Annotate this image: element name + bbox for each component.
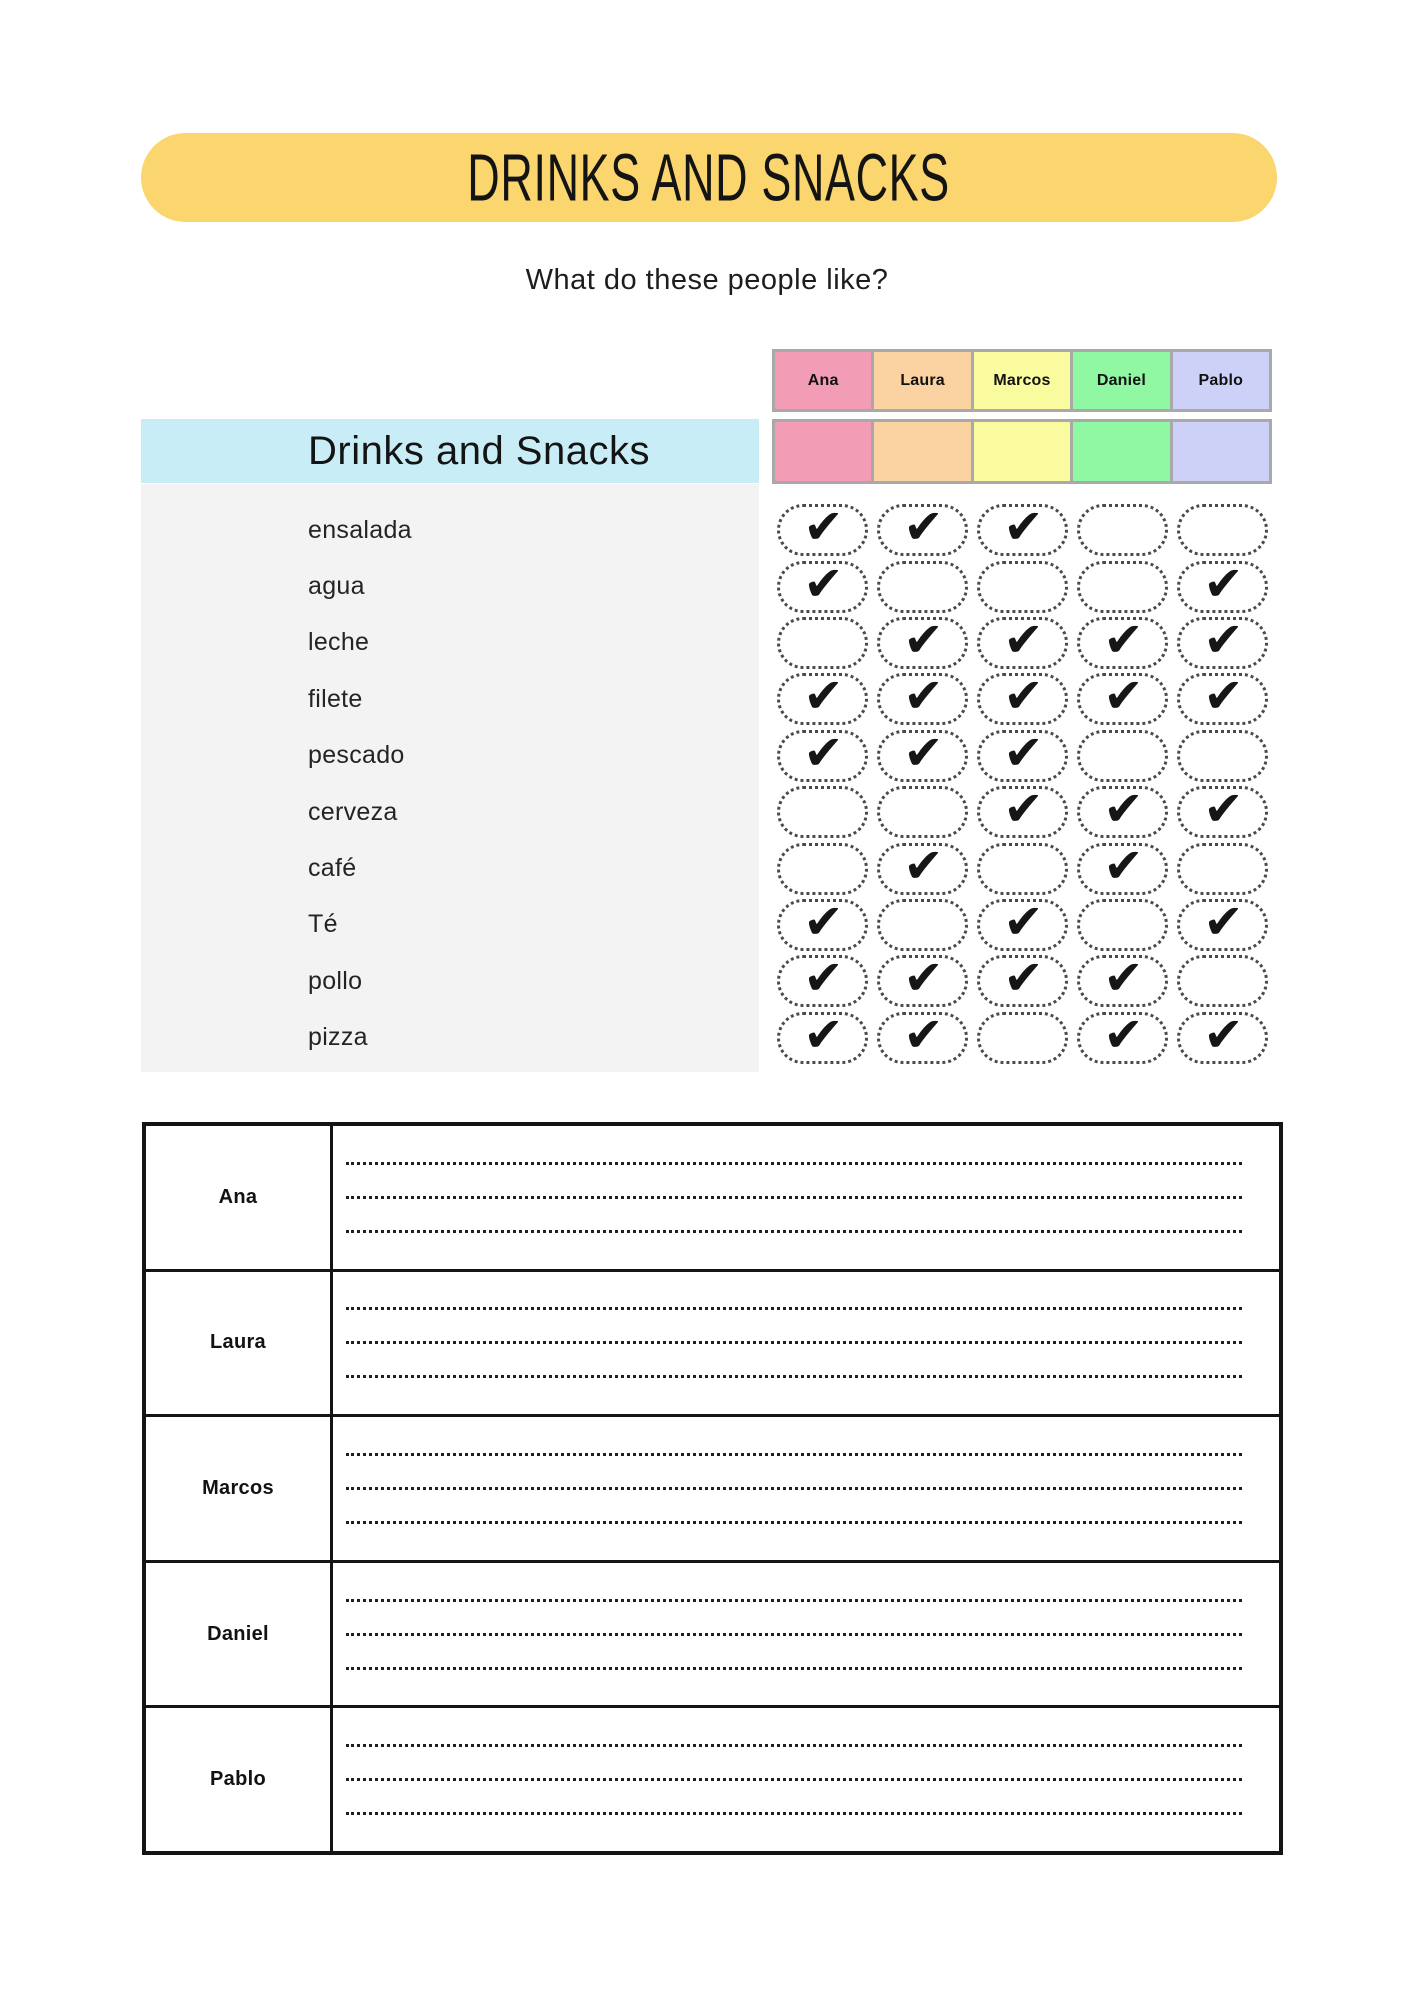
check-cell	[972, 499, 1072, 558]
check-cell	[1172, 728, 1272, 784]
check-oval	[1177, 730, 1268, 782]
answer-dotted-line	[346, 1633, 1242, 1636]
answer-row-name: Ana	[218, 1185, 258, 1208]
answer-row	[146, 1414, 1279, 1560]
page-title: DRINKS AND SNACKS	[467, 140, 951, 215]
check-cell	[772, 668, 872, 727]
person-header-cell	[1170, 352, 1269, 409]
check-oval: ✔	[1077, 786, 1168, 838]
check-grid	[772, 499, 1272, 1066]
check-oval: ✔	[777, 899, 868, 951]
check-oval	[1077, 730, 1168, 782]
check-oval	[1177, 504, 1268, 556]
check-oval: ✔	[877, 617, 968, 669]
answer-dotted-line	[346, 1307, 1242, 1310]
answer-name-cell	[146, 1126, 333, 1269]
answer-name-cell	[146, 1563, 333, 1706]
check-oval: ✔	[1177, 561, 1268, 613]
check-cell	[1172, 668, 1272, 727]
answer-row	[146, 1705, 1279, 1851]
check-cell	[1172, 502, 1272, 558]
check-oval: ✔	[977, 617, 1068, 669]
check-oval: ✔	[1077, 1012, 1168, 1064]
check-cell	[872, 499, 972, 558]
person-color-cell	[775, 422, 871, 481]
person-header-cell	[871, 352, 970, 409]
check-oval: ✔	[777, 561, 868, 613]
check-cell	[972, 611, 1072, 671]
check-oval	[1177, 955, 1268, 1007]
check-cell	[1072, 668, 1172, 727]
check-oval: ✔	[977, 673, 1068, 725]
check-cell	[772, 499, 872, 558]
answer-dotted-line	[346, 1162, 1242, 1165]
check-cell	[1072, 950, 1172, 1009]
answer-lines	[333, 1708, 1279, 1851]
check-oval	[1077, 899, 1168, 951]
check-cell	[1172, 893, 1272, 953]
list-header	[141, 419, 759, 483]
check-oval	[977, 1012, 1068, 1064]
check-oval: ✔	[977, 786, 1068, 838]
check-oval: ✔	[877, 843, 968, 895]
check-cell	[1172, 611, 1272, 671]
answer-lines	[333, 1126, 1279, 1269]
check-cell	[1172, 840, 1272, 896]
check-oval	[1077, 504, 1168, 556]
check-cell	[1072, 781, 1172, 840]
answer-row-name: Pablo	[210, 1768, 266, 1791]
item-label: Té	[308, 910, 338, 939]
answer-name-cell	[146, 1708, 333, 1851]
check-oval	[977, 561, 1068, 613]
subtitle: What do these people like?	[525, 264, 889, 296]
answers-table	[142, 1122, 1283, 1855]
person-color-cell	[1170, 422, 1269, 481]
check-cell	[1072, 897, 1172, 953]
check-oval: ✔	[977, 730, 1068, 782]
check-cell	[1072, 558, 1172, 614]
check-oval: ✔	[777, 1012, 868, 1064]
answer-dotted-line	[346, 1487, 1242, 1490]
answer-row	[146, 1560, 1279, 1706]
check-oval	[877, 899, 968, 951]
answer-lines	[333, 1417, 1279, 1560]
check-cell	[872, 611, 972, 671]
answer-row-name: Daniel	[207, 1622, 269, 1645]
answer-row	[146, 1269, 1279, 1415]
answer-row-name: Marcos	[202, 1476, 274, 1499]
check-cell	[772, 615, 872, 671]
answer-dotted-line	[346, 1375, 1242, 1378]
check-cell	[972, 668, 1072, 727]
check-oval: ✔	[977, 899, 1068, 951]
check-cell	[1172, 555, 1272, 614]
check-cell	[772, 950, 872, 1009]
check-cell	[872, 558, 972, 614]
check-oval: ✔	[977, 504, 1068, 556]
check-oval: ✔	[1177, 617, 1268, 669]
check-oval	[1177, 843, 1268, 895]
check-cell	[872, 668, 972, 727]
check-cell	[772, 784, 872, 840]
answer-lines	[333, 1272, 1279, 1415]
check-oval	[877, 786, 968, 838]
check-cell	[772, 893, 872, 953]
check-cell	[1072, 611, 1172, 671]
check-oval	[777, 786, 868, 838]
check-oval: ✔	[877, 955, 968, 1007]
check-oval: ✔	[877, 673, 968, 725]
item-label: agua	[308, 572, 365, 601]
check-oval: ✔	[1077, 955, 1168, 1007]
check-cell	[972, 558, 1072, 614]
answer-dotted-line	[346, 1230, 1242, 1233]
answer-dotted-line	[346, 1812, 1242, 1815]
check-oval	[877, 561, 968, 613]
people-color-row	[772, 419, 1272, 484]
person-header-cell	[971, 352, 1070, 409]
check-cell	[1172, 1006, 1272, 1066]
check-cell	[972, 950, 1072, 1009]
person-color-cell	[1070, 422, 1169, 481]
check-oval: ✔	[777, 730, 868, 782]
check-oval: ✔	[777, 673, 868, 725]
person-color-cell	[871, 422, 970, 481]
check-oval: ✔	[1177, 673, 1268, 725]
person-name-label: Daniel	[1096, 371, 1147, 389]
answer-name-cell	[146, 1272, 333, 1415]
item-label: pescado	[308, 741, 405, 770]
check-oval: ✔	[777, 504, 868, 556]
check-oval: ✔	[1077, 673, 1168, 725]
check-cell	[1072, 1006, 1172, 1066]
check-cell	[872, 837, 972, 896]
check-cell	[772, 555, 872, 614]
item-label: café	[308, 854, 357, 883]
answer-dotted-line	[346, 1599, 1242, 1602]
answer-name-cell	[146, 1417, 333, 1560]
item-label: pizza	[308, 1023, 368, 1052]
check-cell	[972, 781, 1072, 840]
check-oval: ✔	[1177, 899, 1268, 951]
check-cell	[972, 840, 1072, 896]
check-cell	[872, 1006, 972, 1066]
check-oval: ✔	[777, 955, 868, 1007]
person-name-label: Marcos	[993, 371, 1051, 389]
check-cell	[972, 1010, 1072, 1066]
check-cell	[972, 724, 1072, 784]
check-oval: ✔	[877, 504, 968, 556]
check-cell	[1072, 837, 1172, 896]
answer-dotted-line	[346, 1521, 1242, 1524]
answer-dotted-line	[346, 1341, 1242, 1344]
check-oval: ✔	[1177, 1012, 1268, 1064]
answer-dotted-line	[346, 1196, 1242, 1199]
check-oval	[1077, 561, 1168, 613]
check-oval: ✔	[877, 1012, 968, 1064]
check-oval	[777, 843, 868, 895]
check-oval	[777, 617, 868, 669]
check-oval: ✔	[1077, 617, 1168, 669]
person-header-cell	[775, 352, 871, 409]
answer-dotted-line	[346, 1453, 1242, 1456]
people-header-row	[772, 349, 1272, 412]
check-cell	[972, 893, 1072, 953]
item-label: leche	[308, 628, 370, 657]
person-header-cell	[1070, 352, 1169, 409]
list-header-title: Drinks and Snacks	[308, 428, 650, 473]
check-cell	[872, 784, 972, 840]
answer-dotted-line	[346, 1667, 1242, 1670]
check-oval: ✔	[877, 730, 968, 782]
check-oval: ✔	[1177, 786, 1268, 838]
check-oval: ✔	[977, 955, 1068, 1007]
check-cell	[1172, 953, 1272, 1009]
person-name-label: Laura	[900, 371, 945, 389]
items-list	[308, 502, 608, 1066]
item-label: cerveza	[308, 797, 398, 826]
item-label: pollo	[308, 966, 363, 995]
person-name-label: Pablo	[1198, 371, 1244, 389]
check-cell	[872, 897, 972, 953]
person-name-label: Ana	[807, 371, 839, 389]
item-label: filete	[308, 684, 363, 713]
check-oval	[977, 843, 1068, 895]
answer-dotted-line	[346, 1744, 1242, 1747]
check-cell	[872, 724, 972, 784]
check-cell	[1072, 728, 1172, 784]
check-oval: ✔	[1077, 843, 1168, 895]
answer-row-name: Laura	[210, 1331, 266, 1354]
answer-lines	[333, 1563, 1279, 1706]
title-banner	[141, 133, 1277, 222]
answer-row	[146, 1126, 1279, 1269]
check-cell	[1072, 502, 1172, 558]
check-cell	[772, 724, 872, 784]
check-cell	[772, 840, 872, 896]
person-color-cell	[971, 422, 1070, 481]
check-cell	[1172, 781, 1272, 840]
answer-dotted-line	[346, 1778, 1242, 1781]
check-cell	[872, 950, 972, 1009]
check-cell	[772, 1006, 872, 1066]
item-label: ensalada	[308, 515, 412, 544]
